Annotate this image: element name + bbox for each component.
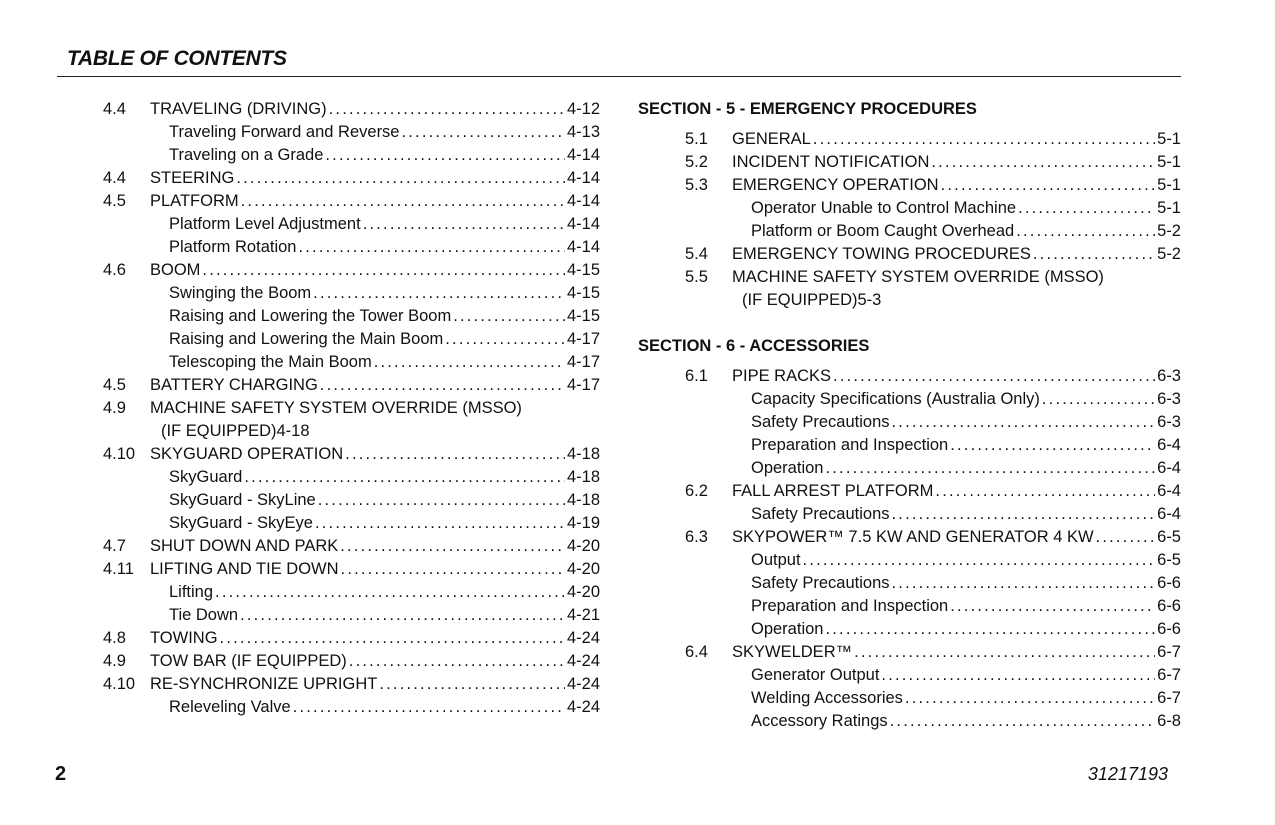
toc-entry[interactable]	[638, 549, 1181, 572]
toc-entry-page: 6-5	[1157, 551, 1181, 569]
toc-entry-page: 6-3	[1157, 367, 1181, 385]
toc-right-column	[638, 98, 1181, 733]
toc-entry-label: EMERGENCY OPERATION	[732, 176, 939, 194]
toc-entry-label: Safety Precautions	[751, 505, 890, 523]
toc-entry-page: 5-1	[1157, 176, 1181, 194]
toc-entry-page: 4-24	[566, 629, 600, 647]
toc-entry-line	[150, 397, 600, 420]
toc-entry-number: 4.9	[103, 652, 126, 670]
toc-entry[interactable]	[103, 489, 600, 512]
dot-leader	[1016, 197, 1155, 220]
toc-entry-label: Operator Unable to Control Machine	[751, 199, 1017, 217]
dot-leader	[948, 595, 1155, 618]
header-divider	[57, 76, 1181, 77]
toc-entry-label: Welding Accessories	[751, 689, 903, 707]
toc-entry[interactable]	[103, 512, 600, 535]
toc-entry-label: MACHINE SAFETY SYSTEM OVERRIDE (MSSO)	[150, 399, 522, 417]
toc-entry-label: Platform or Boom Caught Overhead	[751, 222, 1015, 240]
toc-entry-continuation-text: (IF EQUIPPED)4-18	[161, 422, 310, 440]
toc-entry[interactable]	[103, 282, 600, 305]
dot-leader	[890, 572, 1156, 595]
dot-leader	[361, 213, 565, 236]
toc-entry-page: 4-17	[566, 330, 600, 348]
dot-leader	[451, 305, 565, 328]
toc-entry-label: SkyGuard	[169, 468, 243, 486]
toc-entry-label: TOWING	[150, 629, 218, 647]
toc-entry-page: 6-8	[1157, 712, 1181, 730]
toc-entry-line	[150, 374, 600, 397]
toc-entry-line	[751, 411, 1181, 434]
toc-entry-label: Platform Rotation	[169, 238, 297, 256]
toc-entry[interactable]	[103, 236, 600, 259]
toc-entry-line	[751, 595, 1181, 618]
toc-entry[interactable]	[638, 411, 1181, 434]
toc-entry[interactable]	[103, 604, 600, 627]
dot-leader	[852, 641, 1155, 664]
toc-entry[interactable]	[638, 526, 1181, 549]
toc-entry-line	[169, 236, 600, 259]
toc-entry-number: 5.1	[685, 130, 708, 148]
dot-leader	[239, 190, 565, 213]
toc-entry-label: PLATFORM	[150, 192, 239, 210]
toc-entry-page: 6-6	[1157, 597, 1181, 615]
toc-entry-number: 4.10	[103, 445, 136, 463]
dot-leader	[1094, 526, 1156, 549]
dot-leader	[1031, 243, 1155, 266]
toc-entry-page: 6-6	[1157, 620, 1181, 638]
toc-entry-page: 6-3	[1157, 390, 1181, 408]
dot-leader	[296, 236, 564, 259]
toc-entry-page: 5-2	[1157, 222, 1181, 240]
toc-entry-page: 4-17	[566, 376, 600, 394]
toc-entry-page: 4-18	[566, 445, 600, 463]
toc-entry-number: 6.1	[685, 367, 708, 385]
dot-leader	[347, 650, 565, 673]
toc-entry-line	[732, 151, 1181, 174]
toc-entry[interactable]	[103, 466, 600, 489]
toc-entry-line	[150, 650, 600, 673]
toc-entry-page: 4-19	[566, 514, 600, 532]
dot-leader	[823, 618, 1155, 641]
toc-entry-page: 4-20	[566, 583, 600, 601]
toc-entry-label: EMERGENCY TOWING PROCEDURES	[732, 245, 1031, 263]
toc-entry-label: SHUT DOWN AND PARK	[150, 537, 339, 555]
toc-entry-line	[169, 489, 600, 512]
toc-entry-label: Operation	[751, 620, 824, 638]
toc-entry[interactable]	[103, 696, 600, 719]
toc-entry-label: BOOM	[150, 261, 201, 279]
toc-entry-page: 5-1	[1157, 153, 1181, 171]
toc-entry[interactable]	[103, 259, 600, 282]
toc-entry-number: 5.4	[685, 245, 708, 263]
toc-entry-page: 4-17	[566, 353, 600, 371]
dot-leader	[890, 411, 1156, 434]
dot-leader	[443, 328, 565, 351]
toc-entry-label: INCIDENT NOTIFICATION	[732, 153, 930, 171]
toc-entry-page: 6-4	[1157, 505, 1181, 523]
dot-leader	[291, 696, 565, 719]
toc-entry[interactable]	[103, 167, 600, 190]
toc-entry-line	[169, 328, 600, 351]
toc-entry-label: SkyGuard - SkyLine	[169, 491, 316, 509]
toc-entry[interactable]	[638, 595, 1181, 618]
toc-entry-page: 6-7	[1157, 689, 1181, 707]
toc-entry-label: TRAVELING (DRIVING)	[150, 100, 327, 118]
toc-entry-number: 4.6	[103, 261, 126, 279]
toc-entry-line	[751, 457, 1181, 480]
toc-entry-page: 4-14	[566, 192, 600, 210]
toc-entry-label: Releveling Valve	[169, 698, 291, 716]
toc-entry-label: Safety Precautions	[751, 574, 890, 592]
toc-entry-page: 4-14	[566, 238, 600, 256]
toc-entry-label: Platform Level Adjustment	[169, 215, 361, 233]
toc-entry-line	[751, 572, 1181, 595]
toc-entry[interactable]	[103, 443, 600, 466]
dot-leader	[339, 558, 565, 581]
toc-entry[interactable]	[103, 213, 600, 236]
toc-entry[interactable]	[638, 687, 1181, 710]
toc-entry[interactable]	[638, 572, 1181, 595]
toc-entry-page: 6-7	[1157, 643, 1181, 661]
toc-entry-line	[169, 282, 600, 305]
toc-entry[interactable]	[103, 374, 600, 397]
dot-leader	[234, 167, 565, 190]
toc-entry[interactable]	[103, 121, 600, 144]
toc-entry-number: 6.3	[685, 528, 708, 546]
toc-entry-label: GENERAL	[732, 130, 811, 148]
toc-entry-label: BATTERY CHARGING	[150, 376, 318, 394]
toc-entry-label: Tie Down	[169, 606, 239, 624]
toc-entry[interactable]	[638, 457, 1181, 480]
toc-entry-label: LIFTING AND TIE DOWN	[150, 560, 339, 578]
toc-entry-number: 5.2	[685, 153, 708, 171]
toc-entry-label: SKYWELDER™	[732, 643, 853, 661]
dot-leader	[948, 434, 1155, 457]
dot-leader	[1040, 388, 1155, 411]
dot-leader	[218, 627, 565, 650]
toc-entry[interactable]	[103, 328, 600, 351]
toc-entry-number: 4.9	[103, 399, 126, 417]
toc-entry-line	[150, 167, 600, 190]
toc-entry-page: 4-13	[566, 123, 600, 141]
toc-entry[interactable]	[638, 618, 1181, 641]
toc-entry-line	[169, 351, 600, 374]
toc-entry-number: 4.10	[103, 675, 136, 693]
toc-entry[interactable]	[638, 197, 1181, 220]
toc-entry-label: Output	[751, 551, 801, 569]
toc-entry-label: PIPE RACKS	[732, 367, 832, 385]
toc-entry-line	[732, 365, 1181, 388]
toc-entry-line	[150, 190, 600, 213]
toc-entry-continuation-text: (IF EQUIPPED)5-3	[742, 291, 882, 309]
dot-leader	[311, 282, 565, 305]
toc-left-column	[103, 98, 600, 719]
toc-entry[interactable]	[103, 581, 600, 604]
toc-entry-page: 4-18	[566, 491, 600, 509]
toc-entry[interactable]	[638, 266, 1181, 289]
toc-entry-page: 4-21	[566, 606, 600, 624]
toc-entry-page: 6-4	[1157, 482, 1181, 500]
toc-entry-line	[732, 480, 1181, 503]
toc-entry-line	[169, 213, 600, 236]
toc-entry-number: 6.4	[685, 643, 708, 661]
document-number: 31217193	[1087, 764, 1168, 784]
toc-entry[interactable]	[638, 365, 1181, 388]
dot-leader	[890, 503, 1156, 526]
toc-entry-page: 4-14	[566, 146, 600, 164]
toc-entry[interactable]	[638, 641, 1181, 664]
toc-entry-line	[150, 535, 600, 558]
toc-entry[interactable]	[103, 144, 600, 167]
toc-entry-page: 4-15	[566, 307, 600, 325]
toc-entry[interactable]	[638, 174, 1181, 197]
toc-entry[interactable]	[103, 397, 600, 420]
toc-entry[interactable]	[103, 190, 600, 213]
toc-entry-label: Lifting	[169, 583, 214, 601]
dot-leader	[823, 457, 1155, 480]
toc-entry-continuation	[103, 420, 600, 443]
toc-entry-label: Capacity Specifications (Australia Only)	[751, 390, 1040, 408]
toc-entry-line	[150, 98, 600, 121]
toc-entry-label: FALL ARREST PLATFORM	[732, 482, 934, 500]
toc-entry-label: Telescoping the Main Boom	[169, 353, 372, 371]
toc-entry-number: 4.7	[103, 537, 126, 555]
toc-entry[interactable]	[638, 128, 1181, 151]
toc-entry-page: 6-4	[1157, 459, 1181, 477]
toc-entry-label: Operation	[751, 459, 824, 477]
toc-entry[interactable]	[638, 388, 1181, 411]
toc-entry-page: 6-5	[1157, 528, 1181, 546]
toc-entry-line	[751, 503, 1181, 526]
dot-leader	[879, 664, 1155, 687]
dot-leader	[811, 128, 1155, 151]
toc-entry-line	[751, 388, 1181, 411]
toc-entry-line	[169, 466, 600, 489]
toc-entry-page: 4-24	[566, 675, 600, 693]
dot-leader	[316, 489, 565, 512]
dot-leader	[933, 480, 1155, 503]
toc-entry-line	[751, 618, 1181, 641]
toc-entry-number: 4.5	[103, 376, 126, 394]
toc-entry-line	[169, 305, 600, 328]
toc-entry-label: SKYGUARD OPERATION	[150, 445, 344, 463]
toc-entry-continuation	[638, 289, 1181, 312]
toc-entry-page: 6-7	[1157, 666, 1181, 684]
toc-entry-page: 6-3	[1157, 413, 1181, 431]
dot-leader	[343, 443, 565, 466]
toc-entry-page: 4-24	[566, 652, 600, 670]
dot-leader	[903, 687, 1155, 710]
toc-entry[interactable]	[638, 151, 1181, 174]
toc-entry-page: 6-6	[1157, 574, 1181, 592]
toc-entry-number: 4.4	[103, 100, 126, 118]
toc-entry-page: 5-2	[1157, 245, 1181, 263]
toc-entry[interactable]	[638, 503, 1181, 526]
toc-entry[interactable]	[103, 98, 600, 121]
toc-entry[interactable]	[103, 650, 600, 673]
toc-entry[interactable]	[638, 664, 1181, 687]
dot-leader	[313, 512, 565, 535]
dot-leader	[338, 535, 565, 558]
toc-entry-line	[751, 664, 1181, 687]
dot-leader	[831, 365, 1155, 388]
toc-entry-line	[751, 687, 1181, 710]
toc-entry[interactable]	[638, 243, 1181, 266]
toc-entry[interactable]	[103, 673, 600, 696]
toc-entry-line	[150, 627, 600, 650]
toc-entry-line	[751, 220, 1181, 243]
toc-entry-page: 6-4	[1157, 436, 1181, 454]
toc-entry[interactable]	[638, 480, 1181, 503]
toc-entry-page: 4-20	[566, 560, 600, 578]
toc-entry-label: Raising and Lowering the Main Boom	[169, 330, 444, 348]
toc-entry-label: Traveling on a Grade	[169, 146, 324, 164]
toc-entry-line	[751, 549, 1181, 572]
toc-entry-page: 4-24	[566, 698, 600, 716]
dot-leader	[888, 710, 1156, 733]
page-title: TABLE OF CONTENTS	[67, 47, 287, 70]
toc-entry-number: 4.5	[103, 192, 126, 210]
dot-leader	[200, 259, 565, 282]
dot-leader	[327, 98, 565, 121]
toc-entry-number: 4.11	[103, 560, 134, 578]
section-heading: SECTION - 5 - EMERGENCY PROCEDURES	[638, 100, 977, 118]
dot-leader	[399, 121, 564, 144]
page-number: 2	[55, 763, 67, 785]
toc-entry-line	[169, 696, 600, 719]
toc-entry-page: 4-12	[566, 100, 600, 118]
toc-entry-number: 5.5	[685, 268, 708, 286]
toc-entry-page: 5-1	[1157, 130, 1181, 148]
toc-entry-line	[169, 144, 600, 167]
toc-entry-label: Traveling Forward and Reverse	[169, 123, 400, 141]
toc-entry-label: RE-SYNCHRONIZE UPRIGHT	[150, 675, 378, 693]
toc-entry-label: Raising and Lowering the Tower Boom	[169, 307, 452, 325]
toc-entry-line	[150, 673, 600, 696]
dot-leader	[372, 351, 565, 374]
toc-entry-label: SKYPOWER™ 7.5 KW AND GENERATOR 4 KW	[732, 528, 1094, 546]
dot-leader	[801, 549, 1156, 572]
toc-entry[interactable]	[638, 220, 1181, 243]
toc-entry[interactable]	[103, 535, 600, 558]
dot-leader	[238, 604, 565, 627]
toc-entry-number: 6.2	[685, 482, 708, 500]
toc-entry-label: Preparation and Inspection	[751, 436, 949, 454]
toc-entry-line	[169, 581, 600, 604]
dot-leader	[929, 151, 1155, 174]
toc-entry-line	[169, 121, 600, 144]
dot-leader	[377, 673, 565, 696]
toc-entry[interactable]	[103, 351, 600, 374]
section-spacer	[638, 312, 1181, 335]
dot-leader	[939, 174, 1156, 197]
toc-entry-page: 4-18	[566, 468, 600, 486]
toc-entry-number: 4.4	[103, 169, 126, 187]
toc-entry-page: 4-14	[566, 215, 600, 233]
toc-entry-line	[732, 128, 1181, 151]
toc-entry-label: TOW BAR (IF EQUIPPED)	[150, 652, 347, 670]
toc-entry-page: 4-20	[566, 537, 600, 555]
toc-entry-page: 4-15	[566, 284, 600, 302]
toc-entry-line	[732, 174, 1181, 197]
toc-entry-label: Generator Output	[751, 666, 880, 684]
toc-entry-line	[169, 604, 600, 627]
toc-entry-line	[732, 526, 1181, 549]
toc-entry-label: SkyGuard - SkyEye	[169, 514, 313, 532]
toc-entry-page: 4-15	[566, 261, 600, 279]
toc-entry[interactable]	[103, 627, 600, 650]
section-heading: SECTION - 6 - ACCESSORIES	[638, 337, 870, 355]
toc-entry-line	[751, 434, 1181, 457]
toc-entry-line	[169, 512, 600, 535]
toc-entry-label: STEERING	[150, 169, 235, 187]
toc-entry-line	[150, 259, 600, 282]
dot-leader	[323, 144, 565, 167]
toc-entry-label: Accessory Ratings	[751, 712, 888, 730]
toc-entry-line	[732, 266, 1181, 289]
toc-entry-label: Safety Precautions	[751, 413, 890, 431]
toc-entry-number: 4.8	[103, 629, 126, 647]
toc-entry-line	[732, 641, 1181, 664]
dot-leader	[318, 374, 565, 397]
dot-leader	[1014, 220, 1155, 243]
toc-entry-number: 5.3	[685, 176, 708, 194]
toc-entry-line	[751, 197, 1181, 220]
toc-entry-line	[150, 558, 600, 581]
toc-entry-line	[150, 443, 600, 466]
toc-entry-line	[732, 243, 1181, 266]
toc-entry[interactable]	[638, 710, 1181, 733]
toc-entry[interactable]	[103, 305, 600, 328]
toc-entry-page: 5-1	[1157, 199, 1181, 217]
toc-entry-page: 4-14	[566, 169, 600, 187]
dot-leader	[213, 581, 565, 604]
toc-entry-label: Preparation and Inspection	[751, 597, 949, 615]
toc-entry-label: Swinging the Boom	[169, 284, 312, 302]
toc-entry[interactable]	[103, 558, 600, 581]
toc-entry-line	[751, 710, 1181, 733]
toc-entry[interactable]	[638, 434, 1181, 457]
toc-entry-label: MACHINE SAFETY SYSTEM OVERRIDE (MSSO)	[732, 268, 1104, 286]
dot-leader	[242, 466, 565, 489]
